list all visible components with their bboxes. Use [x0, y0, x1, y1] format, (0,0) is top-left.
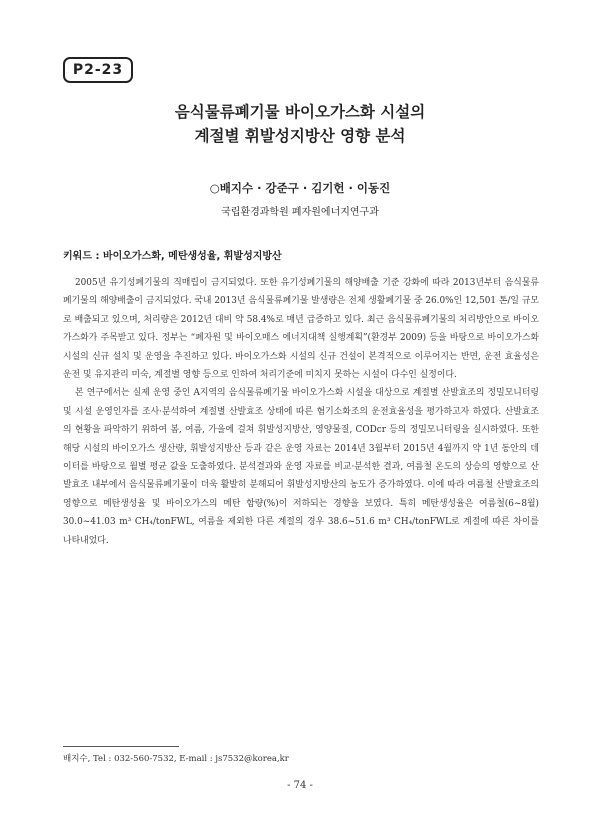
paragraph: 본 연구에서는 실제 운영 중인 A지역의 음식물류폐기물 바이오가스화 시설을 대상으로 계절별 산발효조의 정밀모니터링 및 시설 운영인자를 조사·분석하여 계절별 산발효조 상태에 따른 혐기소화조의 운전효율성을 평가하고자 하였다. 산발효조의 현황을 파악하기 위하여 봄, 여름, 가을에 걸쳐 휘발성지방산, 영양물질, CODcr 등의 정밀모니터링을 실시하였다. 또한 해당 시설의 바이오가스 생산량, 휘발성지방산 등과 같은 운영 자료는 2014년 3월부터 2015년 4월까지 약 1년 동안의 데이터를 바탕으로 월별 평균 값을 도출하였다. 분석결과와 운영 자료를 비교·분석한 결과, 여름철 온도의 상승의 영향으로 산발효조 내부에서 음식물류폐기물이 더욱 활발히 분해되어 휘발성지방산의 농도가 증가하였다. 이에 따라 여름철 산발효조의 영향으로 메탄생성율 및 바이오가스의 메탄 함량(%)이 저하되는 경향을 보였다. 특히 메탄생성율은 여름철(6~8월) 30.0~41.03 m³ CH₄/tonFWL, 여름을 제외한 다른 계절의 경우 38.6~51.6 m³ CH₄/tonFWL로 계절에 따른 차이를 나타내었다. — [63, 388, 539, 546]
page-number: - 74 - — [287, 780, 313, 791]
footnote-divider — [63, 746, 179, 747]
paper-title-line-1: 음식물류폐기물 바이오가스화 시설의 — [174, 103, 426, 121]
affiliation: 국립환경과학원 폐자원에너지연구과 — [221, 207, 379, 218]
author-list: ○배지수 · 강준구 · 김기헌 · 이동진 — [209, 181, 391, 195]
keywords: 키워드 : 바이오가스화, 메탄생성율, 휘발성지방산 — [63, 251, 282, 262]
paper-title-line-2: 계절별 휘발성지방산 영향 분석 — [194, 127, 406, 145]
paragraph: 2005년 유기성폐기물의 직매립이 금지되었다. 또한 유기성폐기물의 해양배출 기준 강화에 따라 2013년부터 음식물류폐기물의 해양배출이 금지되었다. 국내 2013년 음식물류폐기물 발생량은 전체 생활폐기물 중 26.0%인 12,501 톤/일 규모로 배출되고 있으며, 처리량은 2012년 대비 약 58.4%로 매년 급증하고 있다. 최근 음식물류폐기물의 처리방안으로 바이오가스화가 주목받고 있다. 정부는 “폐자원 및 바이오매스 에너지대책 실행계획”(환경부 2009) 등을 바탕으로 바이오가스화 시설의 신규 설치 및 운영을 추진하고 있다. 바이오가스화 시설의 신규 건설이 본격적으로 이루어지는 반면, 운전 효율성은 운전 및 유지관리 미숙, 계절별 영향 등으로 인하여 처리기준에 미치지 못하는 시설이 다수인 실정이다. — [63, 278, 539, 381]
poster-id-badge: P2-23 — [63, 57, 133, 83]
footnote-contact: 배지수, Tel : 032-560-7532, E-mail : js7532@korea,kr — [63, 754, 289, 764]
abstract-body — [63, 274, 539, 550]
